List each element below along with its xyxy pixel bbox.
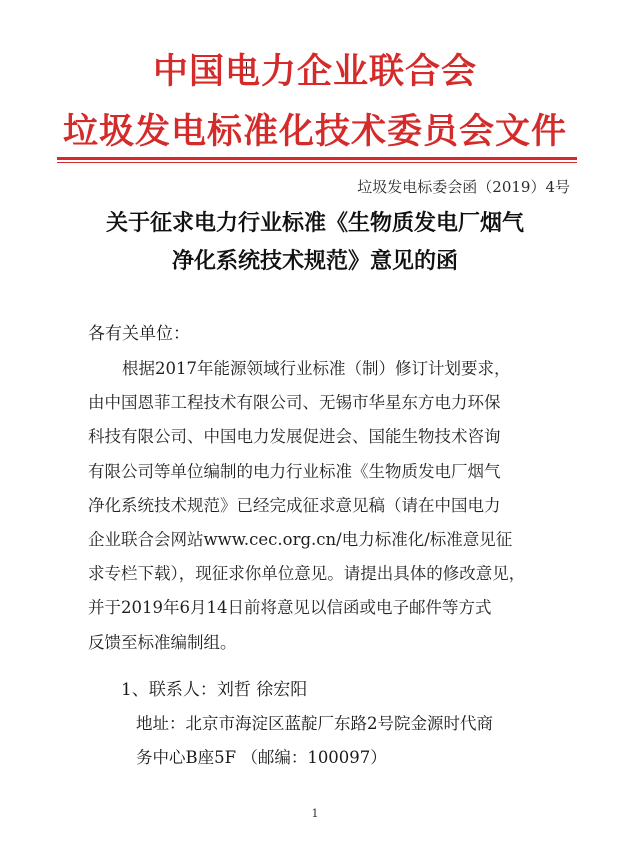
body-line: 求专栏下载），现征求你单位意见。请提出具体的修改意见， [88,564,526,584]
contact-persons: 1、联系人：刘哲 徐宏阳 [121,680,308,700]
page-number: 1 [311,807,319,820]
address-line-1: 地址：北京市海淀区蓝靛厂东路2号院金源时代商 [136,714,493,733]
body-line: 净化系统技术规范》已经完成征求意见稿（请在中国电力 [88,495,501,515]
address-line-2: 务中心B座5F （邮编：100097） [136,748,387,767]
salutation: 各有关单位： [88,324,190,344]
body-line: 科技有限公司、中国电力发展促进会、国能生物技术咨询 [88,427,501,447]
letterhead-rule-thick [57,157,577,160]
letterhead-line-2: 垃圾发电标准化技术委员会文件 [62,111,567,152]
letterhead-rule-thin [57,162,577,163]
subject-line-2: 净化系统技术规范》意见的函 [171,249,458,274]
body-line: 反馈至标准编制组。 [88,632,237,652]
body-line: 根据2017年能源领域行业标准（制）修订计划要求， [122,359,511,378]
body-line: 并于2019年6月14日前将意见以信函或电子邮件等方式 [88,598,492,618]
document-number: 垃圾发电标委会函（2019）4号 [357,178,570,196]
letterhead-line-1: 中国电力企业联合会 [152,51,477,92]
body-line: 有限公司等单位编制的电力行业标准《生物质发电厂烟气 [88,461,501,481]
body-paragraph [88,352,558,660]
contact-address [136,707,493,775]
body-line: 企业联合会网站www.cec.org.cn/电力标准化/标准意见征 [88,530,513,550]
subject-line-1: 关于征求电力行业标准《生物质发电厂烟气 [105,211,524,236]
body-line: 由中国恩菲工程技术有限公司、无锡市华星东方电力环保 [88,393,501,413]
